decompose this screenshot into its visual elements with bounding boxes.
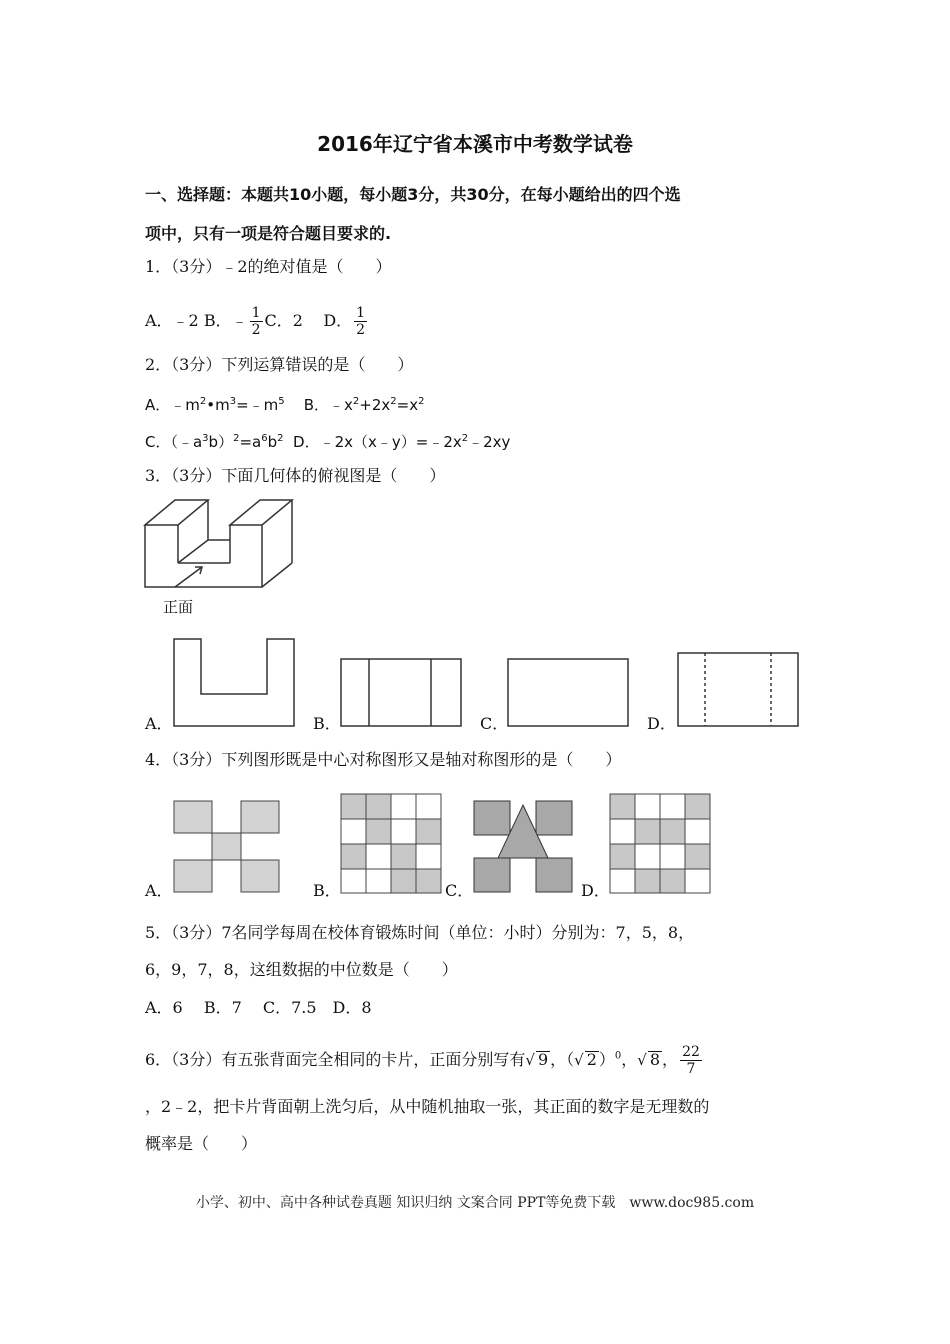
q1-stem: 1．（3分）﹣2的绝对值是（ ） [145,257,392,276]
q2-options-cd: C．$(﹣a^3b)^2=a^6b^2$ D．$﹣2x(x﹣y)=﹣2x^2﹣2xy$ [145,433,511,451]
q6-stem-line3: 概率是（ ） [145,1134,258,1153]
page-title: 2016年辽宁省本溪市中考数学试卷 [317,132,633,156]
q4-option-a-figure [173,800,283,895]
q3-option-b-figure [340,658,462,728]
q3-label-a: A． [145,714,173,733]
q3-option-a-figure [173,638,295,728]
section-heading-line2: 项中，只有一项是符合题目要求的. [145,224,392,243]
q4-option-b-figure [340,793,444,895]
q5-stem-line2: 6，9，7，8，这组数据的中位数是（ ） [145,960,458,979]
q3-label-c: C． [480,714,509,733]
footer-text: 小学、初中、高中各种试卷真题 知识归纳 文案合同 PPT等免费下载 www.doc985.com [195,1195,755,1211]
q4-label-a: A． [145,881,173,900]
q1-option-c: C．2 [264,311,303,330]
q3-label-b: B． [313,714,341,733]
section-heading-line1: 一、选择题：本题共10小题，每小题3分，共30分，在每小题给出的四个选 [145,185,681,204]
q4-label-d: D． [581,881,610,900]
q1-fraction-b: $\frac{1}{2}$ [251,305,261,338]
q1-option-d: D． [323,311,353,330]
q3-label-d: D． [647,714,676,733]
q4-label-b: B． [313,881,341,900]
q3-solid-figure [140,495,300,595]
q3-option-c-figure [507,658,629,728]
q4-option-c-figure [473,800,575,895]
q3-stem: 3．（3分）下面几何体的俯视图是（ ） [145,466,446,485]
q4-stem: 4．（3分）下列图形既是中心对称图形又是轴对称图形的是（ ） [145,750,622,769]
q4-label-c: C． [445,881,474,900]
q1-option-a: A．﹣2 [145,311,199,330]
q4-option-d-figure [609,793,713,895]
q5-options: A．6 B．7 C．7.5 D．8 [145,998,372,1017]
q6-sqrt-2: 2 [586,1050,597,1069]
q6-stem-line1: 6．（3分）有五张背面完全相同的卡片，正面分别写有√ 9 ，（√ 2 ）$^0$，√ 8 ， $\frac{22}{7}$ [145,1044,700,1077]
q6-fraction: $\frac{22}{7}$ [682,1044,700,1077]
q1-options [145,305,369,338]
q6-sqrt-8: 8 [649,1050,661,1069]
q6-stem-line2: ，2﹣2，把卡片背面朝上洗匀后，从中随机抽取一张，其正面的数字是无理数的 [145,1097,710,1116]
q5-stem-line1: 5．（3分）7名同学每周在校体育锻炼时间（单位：小时）分别为：7，5，8， [145,923,695,942]
q3-option-d-figure [677,652,799,728]
q1-fraction-d: $\frac{1}{2}$ [356,305,366,338]
q2-options-ab: A．$﹣m^2•m^3=﹣m^5$ B．$﹣x^2+2x^2=x^2$ [145,396,425,414]
q6-sqrt-9: 9 [537,1050,549,1069]
q2-stem: 2．（3分）下列运算错误的是（ ） [145,355,414,374]
q3-front-label: 正面 [163,598,194,616]
q1-option-b: B．﹣ [203,311,248,330]
